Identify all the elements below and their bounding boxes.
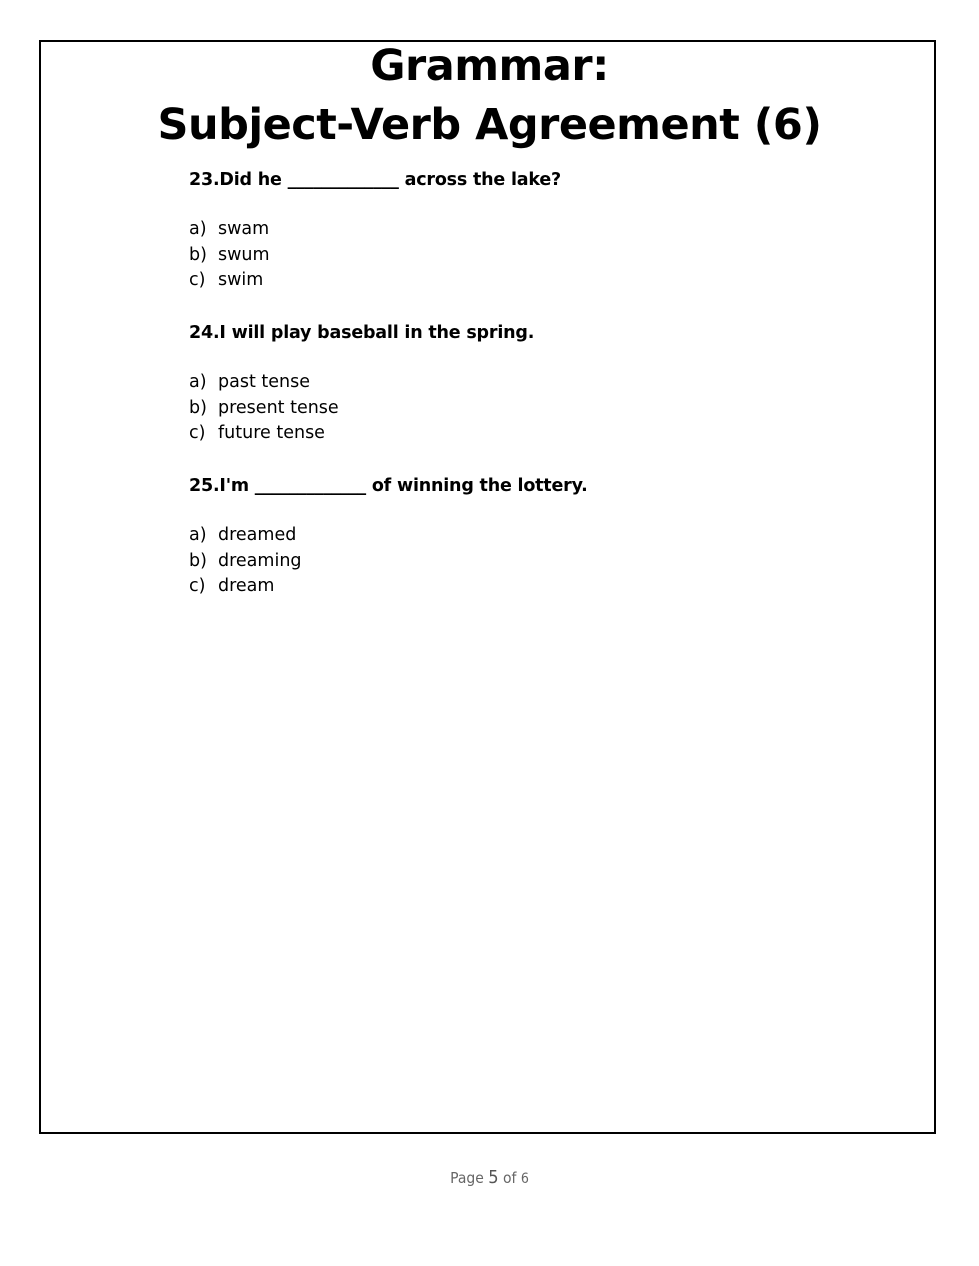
option-text: past tense xyxy=(218,372,310,392)
question-24 xyxy=(189,322,534,344)
question-text: Did he _____________ across the lake? xyxy=(219,170,561,190)
option-letter: c) xyxy=(189,270,206,290)
option-list xyxy=(189,370,534,447)
option-text: swam xyxy=(218,219,270,239)
question-25 xyxy=(189,475,588,497)
option-a xyxy=(189,523,588,549)
question-block-24 xyxy=(189,322,534,447)
option-text: dreamed xyxy=(218,525,297,545)
option-b xyxy=(189,396,534,422)
question-23 xyxy=(189,169,561,191)
total-pages-number: 6 xyxy=(520,1171,529,1187)
of-label: of xyxy=(503,1169,517,1187)
option-letter: a) xyxy=(189,525,207,545)
option-text: swim xyxy=(218,270,264,290)
option-b xyxy=(189,243,561,269)
option-letter: b) xyxy=(189,397,207,418)
option-a xyxy=(189,370,534,396)
option-letter: c) xyxy=(189,423,206,443)
option-letter: a) xyxy=(189,372,207,392)
current-page-number: 5 xyxy=(488,1167,499,1188)
page-title: Grammar: xyxy=(370,41,609,91)
page-footer xyxy=(0,1167,979,1188)
option-letter: b) xyxy=(189,244,207,265)
page-subtitle: Subject-Verb Agreement (6) xyxy=(157,100,822,150)
option-text: dream xyxy=(218,576,275,596)
option-list xyxy=(189,217,561,294)
option-text: swum xyxy=(218,244,270,265)
question-text: I will play baseball in the spring. xyxy=(219,323,535,343)
option-text: future tense xyxy=(218,423,325,443)
question-number: 24. xyxy=(189,323,220,343)
option-letter: a) xyxy=(189,219,207,239)
option-text: present tense xyxy=(218,397,339,418)
option-b xyxy=(189,549,588,575)
option-c xyxy=(189,574,588,600)
question-number: 23. xyxy=(189,170,220,190)
option-c xyxy=(189,421,534,447)
page-label: Page xyxy=(450,1169,484,1187)
question-number: 25. xyxy=(189,476,220,496)
question-text: I'm _____________ of winning the lottery. xyxy=(219,476,588,496)
option-c xyxy=(189,268,561,294)
option-list xyxy=(189,523,588,600)
question-block-25 xyxy=(189,475,588,600)
option-text: dreaming xyxy=(218,550,302,571)
question-block-23 xyxy=(189,169,561,294)
option-letter: b) xyxy=(189,550,207,571)
option-letter: c) xyxy=(189,576,206,596)
option-a xyxy=(189,217,561,243)
